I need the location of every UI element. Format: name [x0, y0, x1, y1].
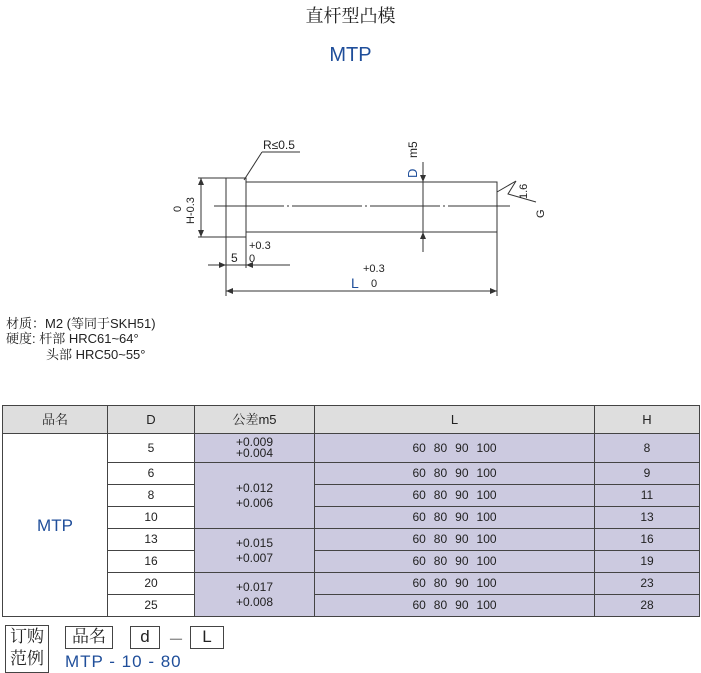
l-value: 90	[455, 598, 469, 612]
l-value: 100	[476, 466, 497, 480]
col-header-h: H	[595, 406, 700, 434]
l-values-cell	[315, 485, 595, 507]
tolerance-upper: +0.017	[235, 579, 274, 594]
l-value: 90	[455, 510, 469, 524]
table-row	[3, 529, 700, 551]
arrow	[490, 288, 497, 294]
table-header-row	[3, 406, 700, 434]
l-value: 60	[412, 510, 426, 524]
head-tol-bottom: 0	[249, 253, 256, 265]
h-cell: 13	[595, 507, 700, 529]
l-value: 80	[433, 532, 448, 546]
order-label-top: 订购	[10, 627, 44, 646]
d-tolerance: m5	[406, 141, 420, 158]
l-value: 60	[412, 532, 426, 546]
l-value: 90	[455, 466, 469, 480]
l-value: 80	[433, 554, 448, 568]
l-value: 60	[412, 466, 426, 480]
tolerance-upper: +0.015	[235, 535, 274, 550]
head-hardness-line: 头部 HRC50~55°	[46, 347, 146, 362]
tolerance-cell	[195, 463, 315, 529]
l-values-cell	[315, 573, 595, 595]
arrow	[219, 262, 226, 268]
l-value: 90	[455, 554, 469, 568]
arrow	[420, 175, 426, 182]
tolerance-upper: +0.012	[235, 480, 274, 495]
table-row	[3, 573, 700, 595]
tolerance-lower: +0.004	[235, 446, 274, 460]
h-tol-bottom: H-0.3	[185, 197, 197, 224]
d-cell: 13	[108, 529, 195, 551]
d-cell: 20	[108, 573, 195, 595]
l-value: 60	[412, 554, 426, 568]
col-header-name: 品名	[3, 406, 108, 434]
r-label: R≤0.5	[263, 138, 295, 152]
tolerance-cell	[195, 573, 315, 617]
hardness-line: 硬度: 杆部 HRC61~64°	[6, 331, 139, 346]
l-tol-top: +0.3	[363, 263, 385, 275]
l-value: 60	[412, 598, 426, 612]
col-header-d: D	[108, 406, 195, 434]
example-d-box: d	[130, 626, 160, 649]
l-value: 80	[433, 510, 448, 524]
head-dim: 5	[231, 251, 238, 265]
d-cell: 6	[108, 463, 195, 485]
tolerance-upper: +0.009	[235, 435, 274, 449]
tolerance-lower: +0.006	[235, 495, 274, 510]
l-values-cell	[315, 507, 595, 529]
l-value: 90	[455, 576, 469, 590]
table-row	[3, 595, 700, 617]
arrow	[420, 232, 426, 239]
punch-drawing	[0, 0, 701, 320]
l-value: 100	[476, 576, 497, 590]
material-line: 材质：M2 (等同于SKH51)	[6, 316, 156, 331]
h-cell: 16	[595, 529, 700, 551]
l-value: 80	[433, 576, 448, 590]
l-values-cell	[315, 551, 595, 573]
l-value: 100	[476, 598, 497, 612]
l-value: 100	[476, 554, 497, 568]
tolerance-lower: +0.008	[235, 594, 274, 609]
d-cell: 25	[108, 595, 195, 617]
example-dash: －	[168, 632, 185, 649]
l-values-cell	[315, 434, 595, 463]
l-values-cell	[315, 595, 595, 617]
l-value: 80	[433, 466, 448, 480]
roughness-value: 1.6	[518, 183, 530, 199]
d-cell: 10	[108, 507, 195, 529]
example-l-box: L	[190, 626, 224, 649]
l-value: 100	[476, 488, 497, 502]
table-row	[3, 551, 700, 573]
table-row	[3, 434, 700, 463]
l-value: 90	[455, 440, 469, 455]
l-value: 80	[433, 598, 448, 612]
product-code-title: MTP	[329, 44, 372, 66]
table-row	[3, 463, 700, 485]
l-value: 90	[455, 488, 469, 502]
col-header-tolerance: 公差m5	[195, 406, 315, 434]
table-row	[3, 485, 700, 507]
arrow	[226, 288, 233, 294]
roughness-symbol	[497, 181, 536, 202]
l-letter: L	[351, 275, 359, 291]
d-cell: 16	[108, 551, 195, 573]
punch-head	[226, 178, 246, 237]
l-values-cell	[315, 529, 595, 551]
l-value: 60	[412, 576, 426, 590]
h-cell: 28	[595, 595, 700, 617]
d-letter: D	[405, 168, 420, 178]
r-leader	[244, 152, 262, 180]
d-cell: 5	[108, 434, 195, 463]
spec-table	[2, 405, 700, 617]
tolerance-cell	[195, 529, 315, 573]
l-value: 90	[455, 532, 469, 546]
h-cell: 11	[595, 485, 700, 507]
order-label-bottom: 范例	[10, 649, 44, 668]
h-cell: 8	[595, 434, 700, 463]
l-value: 100	[476, 510, 497, 524]
l-values-cell	[315, 463, 595, 485]
punch-shank	[246, 182, 497, 232]
l-tol-bottom: 0	[371, 278, 378, 290]
example-value: MTP - 10 - 80	[65, 652, 182, 671]
head-tol-top: +0.3	[249, 240, 271, 252]
l-value: 80	[433, 440, 448, 455]
arrow	[198, 230, 204, 237]
l-value: 100	[476, 440, 497, 455]
table-row	[3, 507, 700, 529]
l-value: 80	[433, 488, 448, 502]
order-example-label	[5, 625, 49, 673]
page-title: 直杆型凸模	[305, 6, 396, 26]
l-value: 60	[412, 488, 426, 502]
l-value: 60	[412, 440, 426, 455]
col-header-l: L	[315, 406, 595, 434]
l-value: 100	[476, 532, 497, 546]
example-name-box: 品名	[65, 626, 113, 649]
h-cell: 9	[595, 463, 700, 485]
h-tol-top: 0	[172, 205, 184, 212]
product-name-cell: MTP	[3, 434, 108, 617]
d-cell: 8	[108, 485, 195, 507]
arrow	[198, 178, 204, 185]
grind-mark: G	[535, 209, 547, 218]
h-cell: 23	[595, 573, 700, 595]
h-cell: 19	[595, 551, 700, 573]
tolerance-lower: +0.007	[235, 550, 274, 565]
tolerance-cell	[195, 434, 315, 463]
